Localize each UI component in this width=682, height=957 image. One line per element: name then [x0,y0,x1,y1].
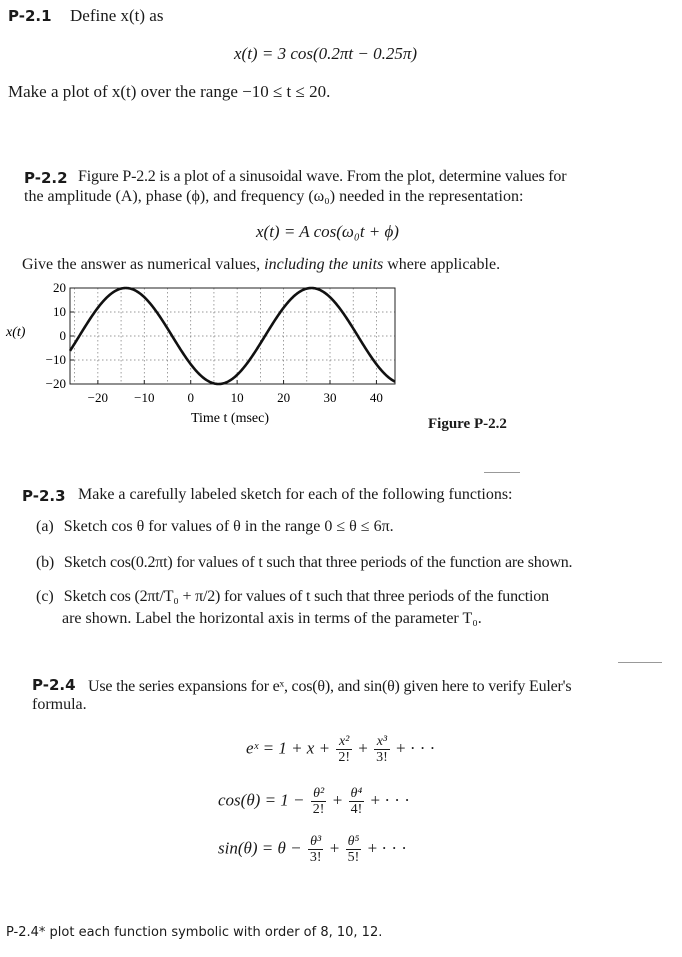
cos-series [218,786,410,817]
denominator: 2! [338,750,350,765]
fraction-t2-over-2 [311,786,327,817]
plus-sign: + [329,838,340,858]
y-tick-label: 0 [59,328,66,343]
plus-sign: + [358,738,368,758]
item-label: (b) [36,554,55,571]
fraction-t3-over-3 [308,834,324,865]
problem-text-line2: the amplitude (A), phase (ϕ), and frequency (ω₀) needed in the representation: [24,188,524,205]
item-b [36,554,572,572]
problem-number: P-2.1 [8,7,52,25]
fraction-t5-over-5 [346,834,362,865]
equation: x(t) = A cos(ω₀t + ϕ) [256,222,399,241]
numerator: x² [336,734,352,750]
problem-intro: Make a carefully labeled sketch for each of the following functions: [78,486,513,503]
item-text: Sketch cos(0.2πt) for values of t such that three periods of the function are shown. [63,554,573,571]
numerator: θ⁴ [350,786,363,801]
numerator: θ² [311,786,327,802]
denominator: 3! [309,850,322,865]
item-c [36,588,549,606]
ellipsis: + · · · [370,790,410,810]
x-tick-label: 30 [323,390,337,405]
x-tick-label: −20 [87,390,109,405]
x-tick-label: −10 [134,390,155,405]
plus-sign: + [332,790,343,810]
figure-label: Figure P-2.2 [428,416,507,432]
x-tick-label: 20 [277,390,291,405]
x-tick-label: 10 [230,390,244,405]
fraction-x2-over-2 [336,734,352,765]
exp-series [246,734,435,765]
x-tick-label: 0 [187,390,194,405]
section-divider [484,472,520,473]
footer-note: P-2.4* plot each function symbolic with order of 8, 10, 12. [6,925,383,940]
problem-text-line2: formula. [32,696,87,713]
y-tick-label: 20 [53,280,66,295]
answer-prefix: Give the answer as numerical values, [22,256,261,273]
numerator: x³ [374,734,390,750]
sin-series [218,834,407,865]
fraction-t4-over-4 [349,786,365,817]
problem-2-3 [0,476,682,636]
problem-text: Define x(t) as [70,6,164,25]
problem-number: P-2.4 [32,676,76,694]
cos-lhs: cos(θ) = 1 − [218,790,305,810]
problem-text-line1: Figure P-2.2 is a plot of a sinusoidal wave. From the plot, determine values for [78,168,567,185]
numerator: θ⁵ [347,834,360,849]
answer-instruction [22,256,500,274]
fraction-x3-over-3 [374,734,390,765]
sinusoid-chart [0,276,420,436]
y-tick-label: −10 [45,352,66,367]
sin-lhs: sin(θ) = θ − [218,838,302,858]
problem-2-1 [6,4,676,114]
problem-instruction: Make a plot of x(t) over the range −10 ≤ t ≤ 20. [8,82,331,101]
x-axis-label: Time t (msec) [190,411,270,426]
denominator: 3! [376,750,388,765]
exp-lhs: eˣ = 1 + x + [246,738,331,758]
denominator: 2! [312,802,325,817]
denominator: 5! [347,850,360,865]
problem-text-line1: Use the series expansions for eˣ, cos(θ), and sin(θ) given here to verify Euler's [88,678,572,695]
item-text: Sketch cos θ for values of θ in the range 0 ≤ θ ≤ 6π. [63,518,394,535]
item-a [36,518,394,536]
problem-number: P-2.2 [24,169,68,187]
item-text-line1: Sketch cos (2πt/T₀ + π/2) for values of t such that three periods of the function [63,588,549,605]
problem-2-4 [0,660,682,900]
ellipsis: + · · · [367,838,407,858]
y-axis-label: x(t) [6,325,26,340]
item-c-line2: are shown. Label the horizontal axis in terms of the parameter T₀. [62,610,482,627]
answer-italic: including the units [264,256,384,273]
y-tick-label: −20 [45,376,66,391]
y-tick-label: 10 [53,304,66,319]
section-divider [618,662,662,663]
chart-grid [70,288,395,384]
item-label: (c) [36,588,54,605]
problem-number: P-2.3 [22,487,66,505]
ellipsis: + · · · [396,738,436,758]
numerator: θ³ [308,834,324,850]
item-label: (a) [36,518,54,535]
x-tick-label: 40 [369,390,383,405]
equation: x(t) = 3 cos(0.2πt − 0.25π) [234,44,418,63]
answer-suffix: where applicable. [387,256,501,273]
denominator: 4! [350,802,363,817]
